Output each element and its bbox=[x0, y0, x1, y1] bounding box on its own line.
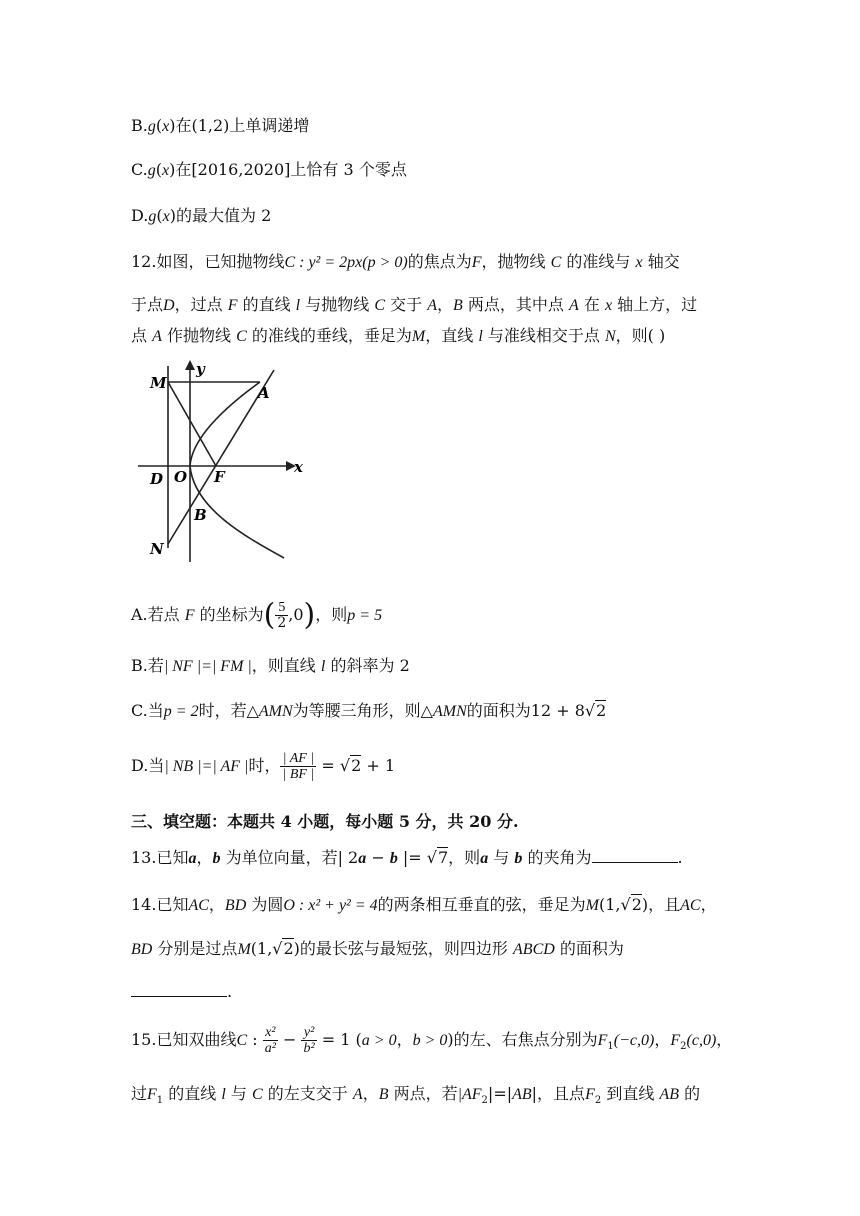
label-f: F bbox=[214, 468, 225, 486]
q15-line2: 过$F_1$ 的直线 l 与 C 的左支交于 A，B 两点，若$|AF_2|=|AB|$，且点$F_2$ 到直线 AB 的 bbox=[131, 1084, 701, 1107]
answer-blank-14[interactable] bbox=[131, 996, 227, 997]
label-y: y bbox=[196, 360, 205, 378]
q12-option-c: C.当p = 2时，若△AMN为等腰三角形，则△AMN的面积为12 + 8√2 bbox=[131, 701, 607, 720]
label-a: A bbox=[258, 384, 270, 402]
q13: 13.已知a，b 为单位向量，若| 2a − b |= √7，则a 与 b 的夹角为 . bbox=[131, 848, 683, 867]
q12-option-a: A.若点 F 的坐标为( $\frac{5}{2}$ ,0)，则p = 5 bbox=[131, 597, 383, 633]
option-d: D.g(x)的最大值为 2 bbox=[131, 206, 272, 225]
answer-blank-13[interactable] bbox=[592, 862, 678, 863]
q12-line1: 12.如图，已知抛物线C : y² = 2px(p > 0)的焦点为F，抛物线 C 的准线与 x 轴交 bbox=[131, 252, 680, 271]
q12-line3: 点 A 作抛物线 C 的准线的垂线，垂足为M，直线 l 与准线相交于点 N，则( ) bbox=[131, 326, 666, 345]
parabola-figure bbox=[134, 358, 304, 570]
q15-line1: 15.已知双曲线C : $\frac{\text{x²}}{\text{a²}}$ − $\frac{\text{y²}}{\text{b²}}$ = 1 (a > 0，b > 0)的左、右焦点分别为$F_1(-c,0)$，$F_2(c,0)$， bbox=[131, 1025, 733, 1056]
q12-line2: 于点D，过点 F 的直线 l 与抛物线 C 交于 A，B 两点，其中点 A 在 x 轴上方，过 bbox=[131, 295, 698, 314]
label-b: B bbox=[194, 506, 207, 524]
parabola-upper bbox=[190, 382, 260, 466]
y-axis-arrow bbox=[185, 360, 195, 370]
label-n: N bbox=[150, 540, 164, 558]
option-b: B.g(x)在(1,2)上单调递增 bbox=[131, 116, 310, 135]
q14-line1: 14.已知AC，BD 为圆O : x² + y² = 4的两条相互垂直的弦，垂足为M(1,√2)，且AC， bbox=[131, 895, 717, 914]
section-heading: 三、填空题：本题共 4 小题，每小题 5 分，共 20 分. bbox=[131, 812, 519, 831]
label-m: M bbox=[150, 374, 167, 392]
q12-option-d: D.当| NB |=| AF |时， $\frac{| AF |}{| BF |}$ = √2 + 1 bbox=[131, 751, 396, 782]
q14-line3: . bbox=[131, 980, 232, 1004]
label-o: O bbox=[174, 468, 188, 486]
label-d: D bbox=[150, 470, 164, 488]
option-c: C.g(x)在[2016,2020]上恰有 3 个零点 bbox=[131, 160, 407, 179]
q12-option-b: B.若| NF |=| FM |，则直线 l 的斜率为 2 bbox=[131, 656, 410, 675]
q14-line2: BD 分别是过点M(1,√2)的最长弦与最短弦，则四边形 ABCD 的面积为 bbox=[131, 939, 624, 958]
label-x: x bbox=[294, 458, 303, 476]
